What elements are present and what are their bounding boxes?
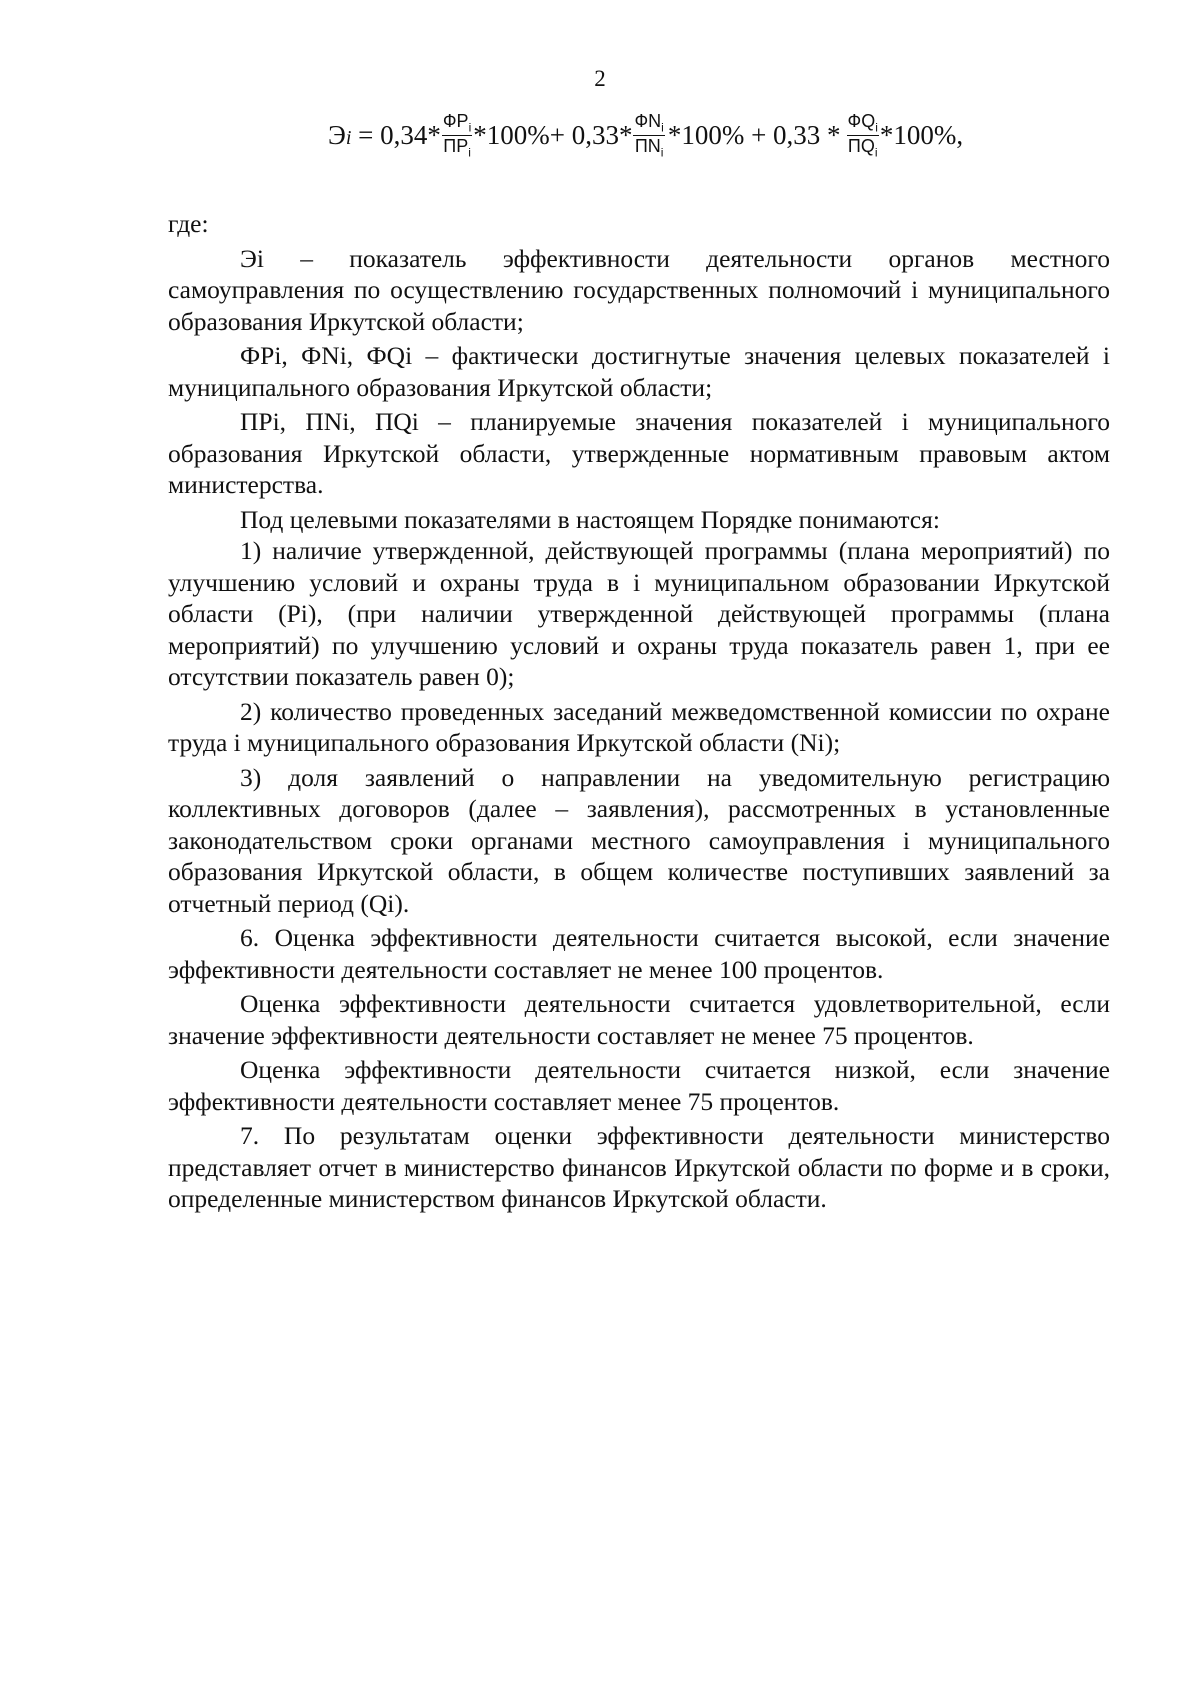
- formula-term-2: *100% + 0,33 *: [667, 120, 841, 151]
- fraction-numerator: $ФР_i$: [442, 111, 472, 135]
- section-6-satisfactory: Оценка эффективности деятельности считается удовлетворительной, если значение эффективности деятельности составляет не менее 75 процентов.: [168, 989, 1110, 1050]
- formula-lhs: [328, 120, 351, 151]
- document-body: [168, 208, 1110, 1215]
- formula-term-1: *100%+ 0,33*: [473, 120, 633, 151]
- where-label: где:: [168, 209, 209, 238]
- fraction-denominator: $ПQ_i$: [847, 136, 878, 160]
- target-item-1: 1) наличие утвержденной, действующей программы (плана мероприятий) по улучшению условий и охраны труда в i муниципальном образовании Иркутской области (Pi), (при наличии утвержденной действующей программы (плана мероприятий) по улучшению условий и охраны труда показатель равен 1, при ее отсутствии показатель равен 0);: [168, 536, 1110, 691]
- fraction-denominator: $ПР_i$: [443, 136, 471, 160]
- targets-intro: Под целевыми показателями в настоящем Порядке понимаются:: [240, 504, 940, 534]
- formula-equals: =: [351, 120, 381, 151]
- definition-efficiency: Эi – показатель эффективности деятельности органов местного самоуправления по осуществлению государственных полномочий i муниципального образования Иркутской области;: [168, 243, 1110, 336]
- formula-lhs-symbol: Э: [328, 120, 346, 151]
- formula-fraction-fr-pr: [442, 112, 472, 159]
- formula-fraction-fn-pn: [633, 112, 664, 159]
- fraction-denominator: $ПN_i$: [634, 136, 664, 160]
- efficiency-formula: [328, 112, 1028, 159]
- page-number: 2: [594, 66, 606, 91]
- definition-actual-values: ФРi, ФNi, ФQi – фактически достигнутые значения целевых показателей i муниципального образования Иркутской области;: [168, 341, 1110, 402]
- section-6-low: Оценка эффективности деятельности считается низкой, если значение эффективности деятельности составляет менее 75 процентов.: [168, 1055, 1110, 1116]
- formula-fraction-fq-pq: [847, 112, 879, 159]
- section-6-high: 6. Оценка эффективности деятельности считается высокой, если значение эффективности деятельности составляет не менее 100 процентов.: [168, 923, 1110, 984]
- target-item-2: 2) количество проведенных заседаний межведомственной комиссии по охране труда i муниципального образования Иркутской области (Ni);: [168, 696, 1110, 757]
- formula-coefficient-1: 0,34*: [380, 120, 441, 151]
- section-7: 7. По результатам оценки эффективности деятельности министерство представляет отчет в министерство финансов Иркутской области по форме и в сроки, определенные министерством финансов Иркутской области.: [168, 1121, 1110, 1213]
- formula-term-3: *100%,: [879, 120, 964, 151]
- target-item-3: 3) доля заявлений о направлении на уведомительную регистрацию коллективных договоров (далее – заявления), рассмотренных в установленные законодательством сроки органами местного самоуправления i муниципального образования Иркутской области, в общем количестве поступивших заявлений за отчетный период (Qi).: [168, 762, 1110, 918]
- definition-planned-values: ПРi, ПNi, ПQi – планируемые значения показателей i муниципального образования Иркутской области, утвержденные нормативным правовым актом министерства.: [168, 407, 1110, 499]
- fraction-numerator: $ФQ_i$: [847, 111, 878, 135]
- fraction-numerator: $ФN_i$: [634, 111, 664, 135]
- formula-lhs-subscript: i: [345, 127, 352, 150]
